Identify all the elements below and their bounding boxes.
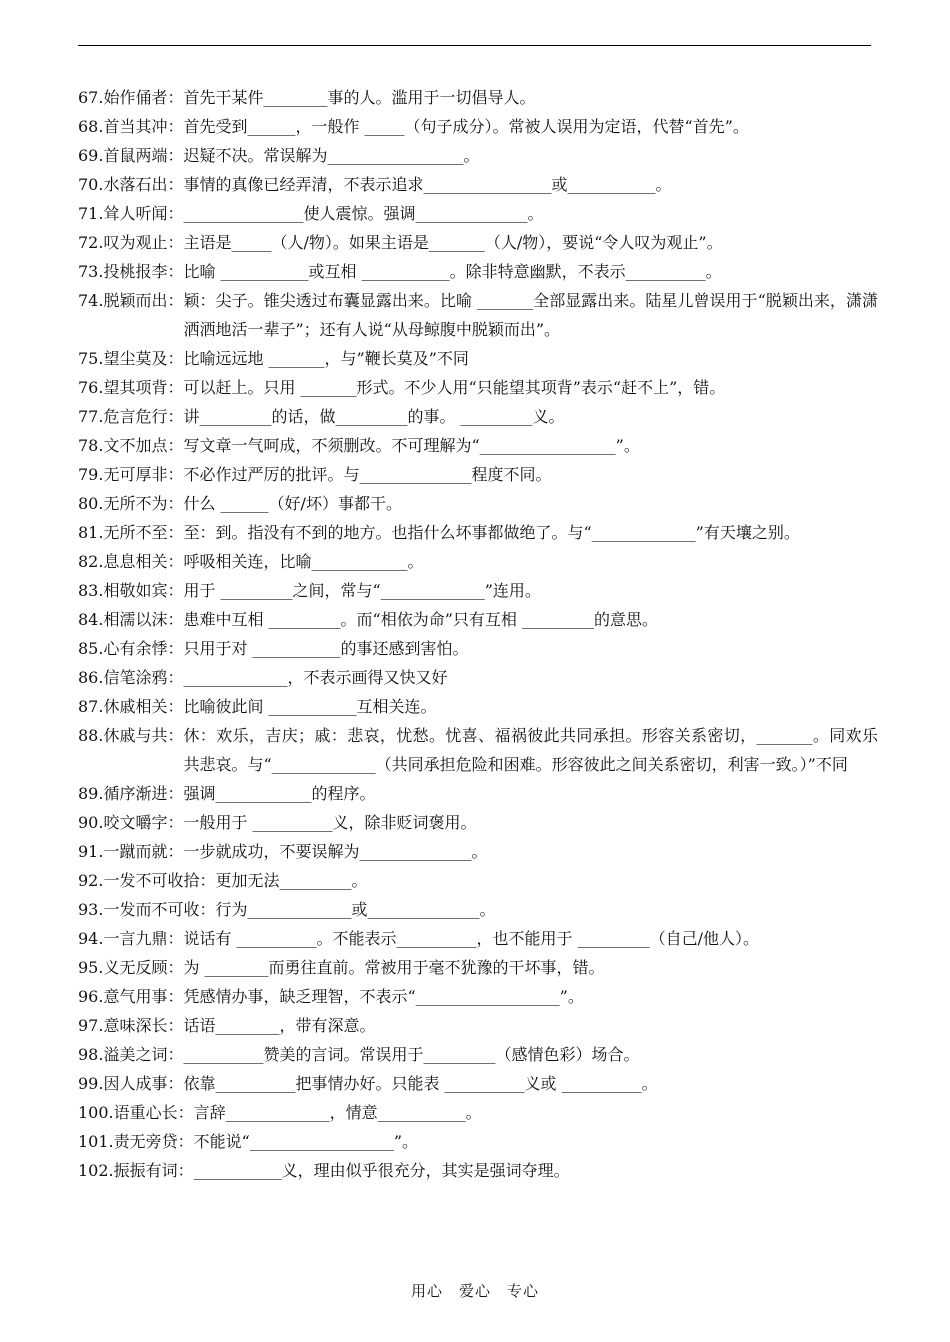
item-term: 语重心长： bbox=[113, 1103, 194, 1122]
list-item bbox=[78, 402, 878, 431]
list-item bbox=[78, 924, 878, 953]
item-term: 循序渐进： bbox=[103, 784, 184, 803]
list-item bbox=[78, 576, 878, 605]
item-term: 首鼠两端： bbox=[103, 146, 184, 165]
item-number: 102. bbox=[78, 1161, 114, 1180]
item-number: 75. bbox=[78, 349, 104, 368]
item-definition: 一步就成功，不要误解为______________。 bbox=[183, 842, 488, 861]
list-item bbox=[78, 141, 878, 170]
item-definition: 写文章一气呵成，不须删改。不可理解为“_________________”。 bbox=[183, 436, 640, 455]
item-term: 一言九鼎： bbox=[103, 929, 184, 948]
item-definition: 不能说“__________________”。 bbox=[193, 1132, 419, 1151]
list-item bbox=[78, 286, 878, 344]
item-definition: 比喻远远地 _______，与”鞭长莫及”不同 bbox=[183, 349, 469, 368]
item-number: 83. bbox=[78, 581, 104, 600]
item-definition: 用于 _________之间，常与“_____________”连用。 bbox=[183, 581, 541, 600]
item-definition: 一般用于 __________义，除非贬词褒用。 bbox=[183, 813, 477, 832]
item-definition: 为 ________而勇往直前。常被用于毫不犹豫的干坏事，错。 bbox=[183, 958, 605, 977]
item-term: 无所不为： bbox=[103, 494, 184, 513]
item-definition: 可以赶上。只用 _______形式。不少人用“只能望其项背”表示“赶不上”，错。 bbox=[183, 378, 726, 397]
item-definition: ___________义，理由似乎很充分，其实是强词夺理。 bbox=[193, 1161, 570, 1180]
item-number: 78. bbox=[78, 436, 104, 455]
item-term: 因人成事： bbox=[103, 1074, 184, 1093]
page-footer: 用心 爱心 专心 bbox=[410, 1282, 539, 1300]
list-item bbox=[78, 1098, 878, 1127]
list-item bbox=[78, 895, 878, 924]
item-definition: 讲_________的话，做_________的事。 _________义。 bbox=[183, 407, 565, 426]
item-term: 望尘莫及： bbox=[103, 349, 184, 368]
item-definition: 言辞_____________，情意___________。 bbox=[193, 1103, 482, 1122]
item-term: 相濡以沫： bbox=[103, 610, 184, 629]
item-term: 振振有词： bbox=[113, 1161, 194, 1180]
item-number: 89. bbox=[78, 784, 104, 803]
item-definition: 迟疑不决。常误解为_________________。 bbox=[183, 146, 480, 165]
item-definition: 话语________，带有深意。 bbox=[183, 1016, 376, 1035]
list-item bbox=[78, 373, 878, 402]
item-number: 95. bbox=[78, 958, 104, 977]
list-item bbox=[78, 344, 878, 373]
item-term: 望其项背： bbox=[103, 378, 184, 397]
item-number: 67. bbox=[78, 88, 104, 107]
item-term: 耸人听闻： bbox=[103, 204, 184, 223]
list-item bbox=[78, 83, 878, 112]
item-number: 98. bbox=[78, 1045, 104, 1064]
item-number: 93. bbox=[78, 900, 104, 919]
top-rule bbox=[78, 45, 871, 46]
item-term: 相敬如宾： bbox=[103, 581, 184, 600]
item-number: 101. bbox=[78, 1132, 114, 1151]
item-number: 82. bbox=[78, 552, 104, 571]
list-item bbox=[78, 663, 878, 692]
item-number: 81. bbox=[78, 523, 104, 542]
item-number: 79. bbox=[78, 465, 104, 484]
item-term: 责无旁贷： bbox=[113, 1132, 194, 1151]
item-number: 74. bbox=[78, 291, 104, 310]
item-definition: __________赞美的言词。常误用于_________（感情色彩）场合。 bbox=[183, 1045, 640, 1064]
item-definition: 休：欢乐，吉庆；戚：悲哀，忧愁。忧喜、福祸彼此共同承担。形容关系密切，_______。同欢乐共悲哀。与“_____________（共同承担危险和困难。形容彼此之间关系密切，利害一致。）”不同 bbox=[183, 726, 878, 774]
item-definition: 比喻 ___________或互相 ___________。除非特意幽默，不表示__________。 bbox=[183, 262, 722, 281]
item-term: 心有余悸： bbox=[103, 639, 184, 658]
list-item bbox=[78, 489, 878, 518]
list-item bbox=[78, 518, 878, 547]
item-number: 77. bbox=[78, 407, 104, 426]
item-number: 97. bbox=[78, 1016, 104, 1035]
list-item bbox=[78, 866, 878, 895]
item-term: 水落石出： bbox=[103, 175, 184, 194]
list-item bbox=[78, 1011, 878, 1040]
list-item bbox=[78, 808, 878, 837]
item-number: 71. bbox=[78, 204, 104, 223]
list-item bbox=[78, 431, 878, 460]
item-number: 86. bbox=[78, 668, 104, 687]
item-number: 68. bbox=[78, 117, 104, 136]
list-item bbox=[78, 779, 878, 808]
item-number: 91. bbox=[78, 842, 104, 861]
list-item bbox=[78, 1040, 878, 1069]
item-number: 94. bbox=[78, 929, 104, 948]
item-term: 投桃报李： bbox=[103, 262, 184, 281]
item-definition: _______________使人震惊。强调______________。 bbox=[183, 204, 544, 223]
item-term: 溢美之词： bbox=[103, 1045, 184, 1064]
item-number: 72. bbox=[78, 233, 104, 252]
item-number: 96. bbox=[78, 987, 104, 1006]
item-definition: 什么 ______（好/坏）事都干。 bbox=[183, 494, 402, 513]
item-definition: 首先受到______，一般作 _____（句子成分）。常被人误用为定语，代替“首先”。 bbox=[183, 117, 749, 136]
list-item bbox=[78, 605, 878, 634]
item-number: 70. bbox=[78, 175, 104, 194]
item-number: 87. bbox=[78, 697, 104, 716]
item-definition: 呼吸相关连，比喻____________。 bbox=[183, 552, 424, 571]
item-term: 信笔涂鸦： bbox=[103, 668, 184, 687]
item-definition: 强调____________的程序。 bbox=[183, 784, 376, 803]
item-definition: 比喻彼此间 ___________互相关连。 bbox=[183, 697, 437, 716]
item-term: 休戚相关： bbox=[103, 697, 184, 716]
list-item bbox=[78, 634, 878, 663]
list-item bbox=[78, 112, 878, 141]
item-definition: 依靠__________把事情办好。只能表 __________义或 __________。 bbox=[183, 1074, 658, 1093]
list-item bbox=[78, 257, 878, 286]
item-definition: 行为_____________或______________。 bbox=[215, 900, 496, 919]
item-definition: 至：到。指没有不到的地方。也指什么坏事都做绝了。与“_____________”有天壤之别。 bbox=[183, 523, 800, 542]
item-number: 80. bbox=[78, 494, 104, 513]
item-definition: _____________，不表示画得又快又好 bbox=[183, 668, 448, 687]
item-definition: 主语是_____（人/物）。如果主语是_______（人/物），要说“令人叹为观止”。 bbox=[183, 233, 723, 252]
list-item bbox=[78, 199, 878, 228]
list-item bbox=[78, 228, 878, 257]
list-item bbox=[78, 982, 878, 1011]
item-definition: 颖：尖子。锥尖透过布囊显露出来。比喻 _______全部显露出来。陆星儿曾误用于“脱颖出来，潇潇洒洒地活一辈子”；还有人说“从母鲸腹中脱颖而出”。 bbox=[183, 291, 878, 339]
item-definition: 事情的真像已经弄清，不表示追求________________或___________。 bbox=[183, 175, 672, 194]
item-definition: 凭感情办事，缺乏理智，不表示“__________________”。 bbox=[183, 987, 584, 1006]
item-number: 76. bbox=[78, 378, 104, 397]
item-term: 始作俑者： bbox=[103, 88, 184, 107]
item-term: 一蹴而就： bbox=[103, 842, 184, 861]
item-number: 85. bbox=[78, 639, 104, 658]
item-number: 90. bbox=[78, 813, 104, 832]
list-item bbox=[78, 460, 878, 489]
item-term: 无所不至： bbox=[103, 523, 184, 542]
item-definition: 患难中互相 _________。而“相依为命”只有互相 _________的意思。 bbox=[183, 610, 659, 629]
list-item bbox=[78, 721, 878, 779]
item-term: 无可厚非： bbox=[103, 465, 184, 484]
item-number: 88. bbox=[78, 726, 104, 745]
item-term: 文不加点： bbox=[103, 436, 184, 455]
idiom-list bbox=[78, 83, 878, 1185]
item-term: 一发而不可收： bbox=[103, 900, 216, 919]
item-definition: 只用于对 ___________的事还感到害怕。 bbox=[183, 639, 469, 658]
item-number: 73. bbox=[78, 262, 104, 281]
list-item bbox=[78, 953, 878, 982]
item-term: 意味深长： bbox=[103, 1016, 184, 1035]
list-item bbox=[78, 547, 878, 576]
item-term: 一发不可收拾： bbox=[103, 871, 216, 890]
item-term: 首当其冲： bbox=[103, 117, 184, 136]
item-definition: 说话有 __________。不能表示__________，也不能用于 _________（自己/他人）。 bbox=[183, 929, 760, 948]
item-term: 休戚与共： bbox=[103, 726, 184, 745]
list-item bbox=[78, 837, 878, 866]
item-term: 意气用事： bbox=[103, 987, 184, 1006]
item-number: 92. bbox=[78, 871, 104, 890]
item-number: 100. bbox=[78, 1103, 114, 1122]
item-term: 危言危行： bbox=[103, 407, 184, 426]
item-definition: 不必作过严厉的批评。与______________程度不同。 bbox=[183, 465, 552, 484]
list-item bbox=[78, 170, 878, 199]
item-term: 咬文嚼字： bbox=[103, 813, 184, 832]
list-item bbox=[78, 1156, 878, 1185]
item-term: 叹为观止： bbox=[103, 233, 184, 252]
item-number: 99. bbox=[78, 1074, 104, 1093]
item-definition: 更加无法_________。 bbox=[215, 871, 368, 890]
item-term: 息息相关： bbox=[103, 552, 184, 571]
item-term: 义无反顾： bbox=[103, 958, 184, 977]
item-term: 脱颖而出： bbox=[103, 291, 184, 310]
item-definition: 首先干某件________事的人。滥用于一切倡导人。 bbox=[183, 88, 536, 107]
list-item bbox=[78, 1127, 878, 1156]
item-number: 84. bbox=[78, 610, 104, 629]
item-number: 69. bbox=[78, 146, 104, 165]
list-item bbox=[78, 1069, 878, 1098]
list-item bbox=[78, 692, 878, 721]
